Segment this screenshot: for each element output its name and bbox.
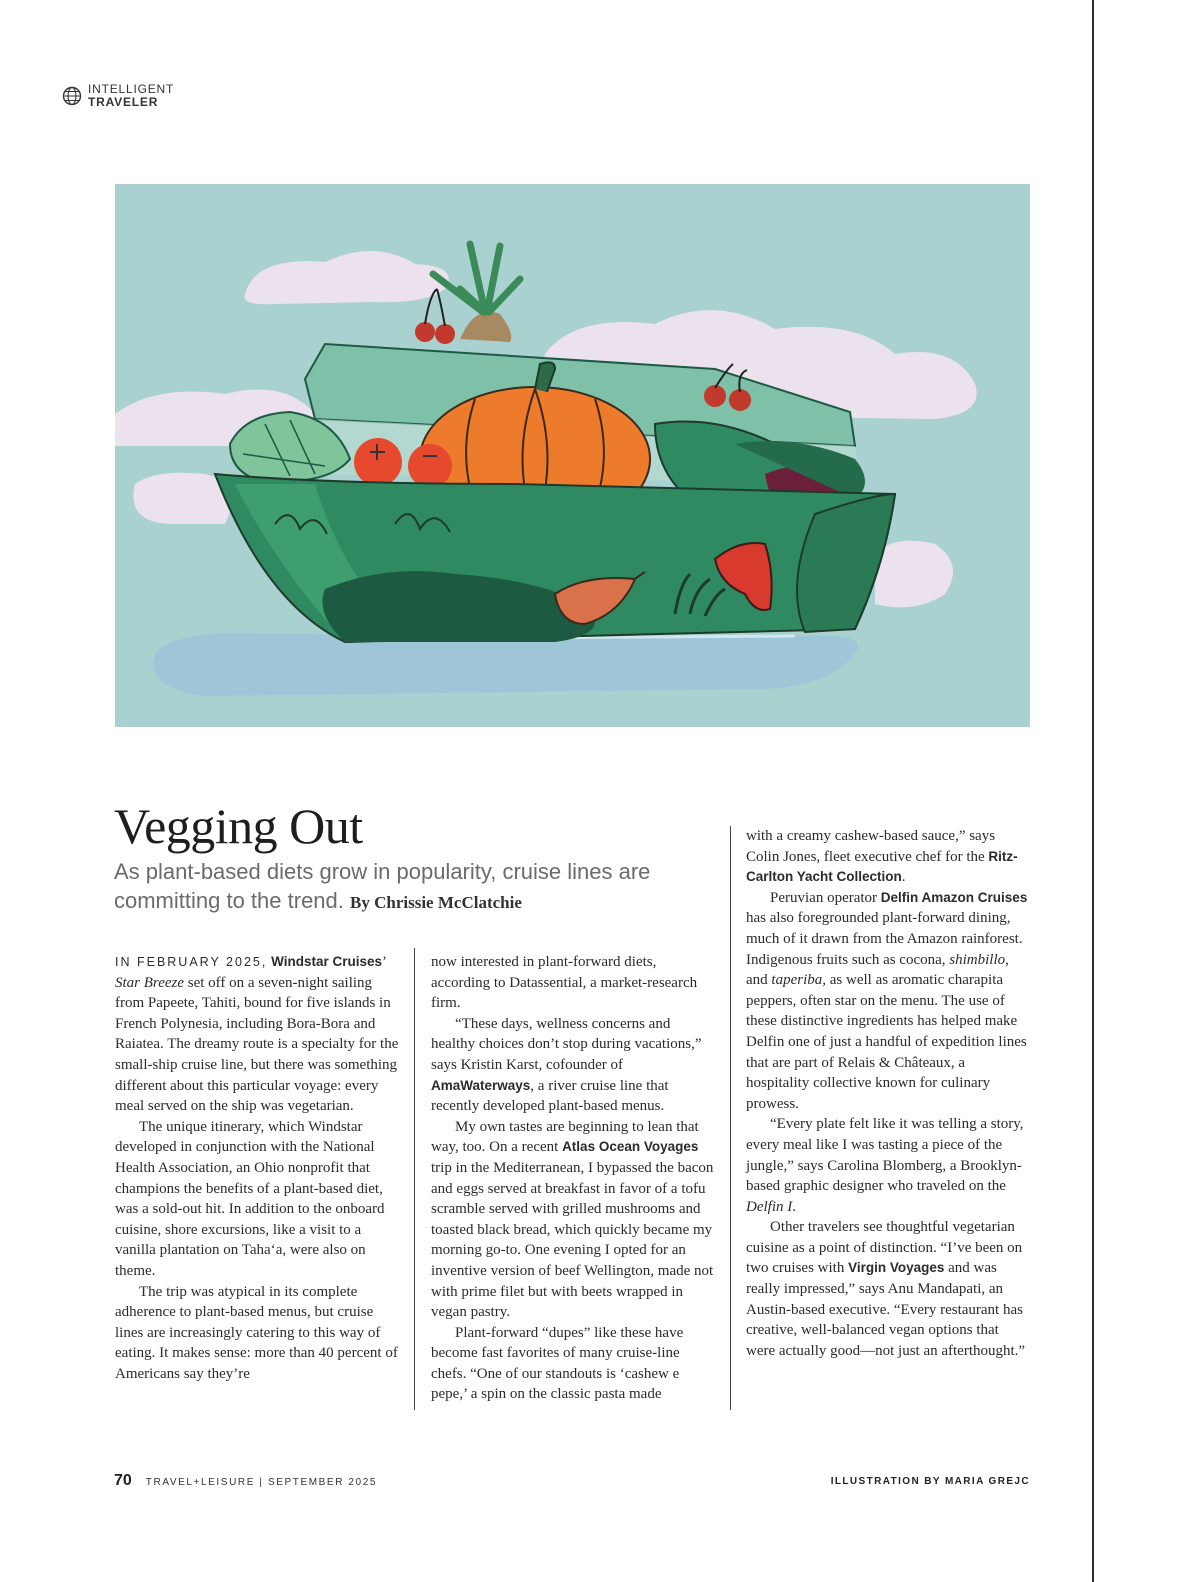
page-footer [114,1472,377,1490]
text: , a river cruise line that recently developed plant-based menus. [431,1077,669,1115]
column-rule [414,948,415,1410]
globe-icon [62,86,82,106]
brand-name: Delfin Amazon Cruises [880,889,1028,905]
text: . [901,869,906,886]
article-column-1 [115,952,400,1384]
paragraph [746,826,1031,888]
brand-name: Ritz-Carlton Yacht Collection [746,848,1018,885]
paragraph: The trip was atypical in its complete adherence to plant-based menus, but cruise lines are increasingly catering to this way of eating. It makes sense: more than 40 percent of Americans say they’re [115,1283,398,1382]
ship-name: Delfin I [746,1198,793,1215]
section-label-top: INTELLIGENT [88,82,175,96]
text: Other travelers see thoughtful vegetarian cuisine as a point of distinction. “I’ve been on two cruises with [746,1219,1023,1277]
paragraph [746,888,1031,1115]
article-dek [114,857,714,917]
paragraph [431,1014,716,1117]
italic-term: taperiba, [771,972,827,989]
text: has also foregrounded plant-forward dining, much of it drawn from the Amazon rainforest. Indigenous fruits such as cocona, [746,910,1023,968]
section-header [62,83,174,109]
text: and [746,972,772,989]
paragraph: now interested in plant-forward diets, according to Datassential, a market-research firm. [431,954,698,1012]
byline: By Chrissie McClatchie [350,893,522,912]
page-edge-rule [1092,0,1094,1582]
italic-term: shimbillo, [949,951,1009,968]
text: with a creamy cashew-based sauce,” says Colin Jones, fleet executive chef for the [746,828,996,865]
text: ’ [382,954,386,970]
text: . [792,1198,796,1215]
paragraph: Plant-forward “dupes” like these have become fast favorites of many cruise-line chefs. “One of our standouts is ‘cashew e pepe,’ a spin on the classic pasta made [431,1324,684,1403]
paragraph: The unique itinerary, which Windstar developed in conjunction with the National Health Association, an Ohio nonprofit that champions the benefits of a plant-based diet, was a sold-out hit. In addition to the onboard cuisine, shore excursions, like a visit to a vanilla plantation on Taha‘a, were also on theme. [115,1118,385,1279]
column-rule [730,826,731,1410]
brand-name: Virgin Voyages [848,1260,945,1276]
text: My own tastes are beginning to lean that way, too. On a recent [431,1118,699,1156]
dek-text: As plant-based diets grow in popularity, cruise lines are committing to the trend. [114,859,651,913]
brand-name: Atlas Ocean Voyages [562,1139,699,1155]
text: and was really impressed,” says Anu Mandapati, an Austin-based executive. “Every restaurant has creative, well-balanced vegan options that were actually good—not just an afterthought.” [746,1260,1026,1359]
text: set off on a seven-night sailing from Papeete, Tahiti, bound for five islands in French Polynesia, including Bora-Bora and Raiatea. The dreamy route is a specialty for the small-ship cruise line, but there was something different about this particular voyage: every meal served on the ship was vegetarian. [115,974,399,1115]
article-column-2 [431,952,716,1405]
text: trip in the Mediterranean, I bypassed the bacon and eggs served at breakfast in favor of a tofu scramble served with grilled mushrooms and toasted black bread, which quickly became my morning go-to. One evening I opted for an inventive version of beef Wellington, made not with prime filet but with beets wrapped in vegan pastry. [431,1159,714,1321]
section-label-bottom: TRAVELER [88,95,159,109]
paragraph [431,1117,716,1323]
page-number: 70 [114,1472,132,1489]
text: “These days, wellness concerns and healthy choices don’t stop during vacations,” says Kristin Karst, cofounder of [431,1015,702,1073]
brand-name: Windstar Cruises [271,954,383,969]
folio: TRAVEL+LEISURE | SEPTEMBER 2025 [145,1477,378,1488]
ship-name: Star Breeze [115,974,185,991]
article-column-3 [746,826,1031,1361]
paragraph [115,952,400,1117]
article-title: Vegging Out [114,798,363,854]
paragraph [746,1217,1031,1361]
text: Peruvian operator [770,889,881,906]
text: as well as aromatic charapita peppers, often star on the menu. The use of these distinctive ingredients has helped make Delfin one of just a handful of expedition lines that are part of Relais & Châteaux, a hospitality collective known for culinary prowess. [746,972,1027,1112]
lead-in: IN FEBRUARY 2025, [115,955,268,969]
hero-illustration [115,184,1030,727]
brand-name: AmaWaterways [431,1077,531,1093]
text: “Every plate felt like it was telling a story, every meal like I was tasting a piece of the jungle,” says Carolina Blomberg, a Brooklyn-based graphic designer who traveled on the [746,1116,1024,1195]
paragraph [746,1114,1031,1217]
illustration-credit: ILLUSTRATION BY MARIA GREJC [830,1476,1030,1487]
